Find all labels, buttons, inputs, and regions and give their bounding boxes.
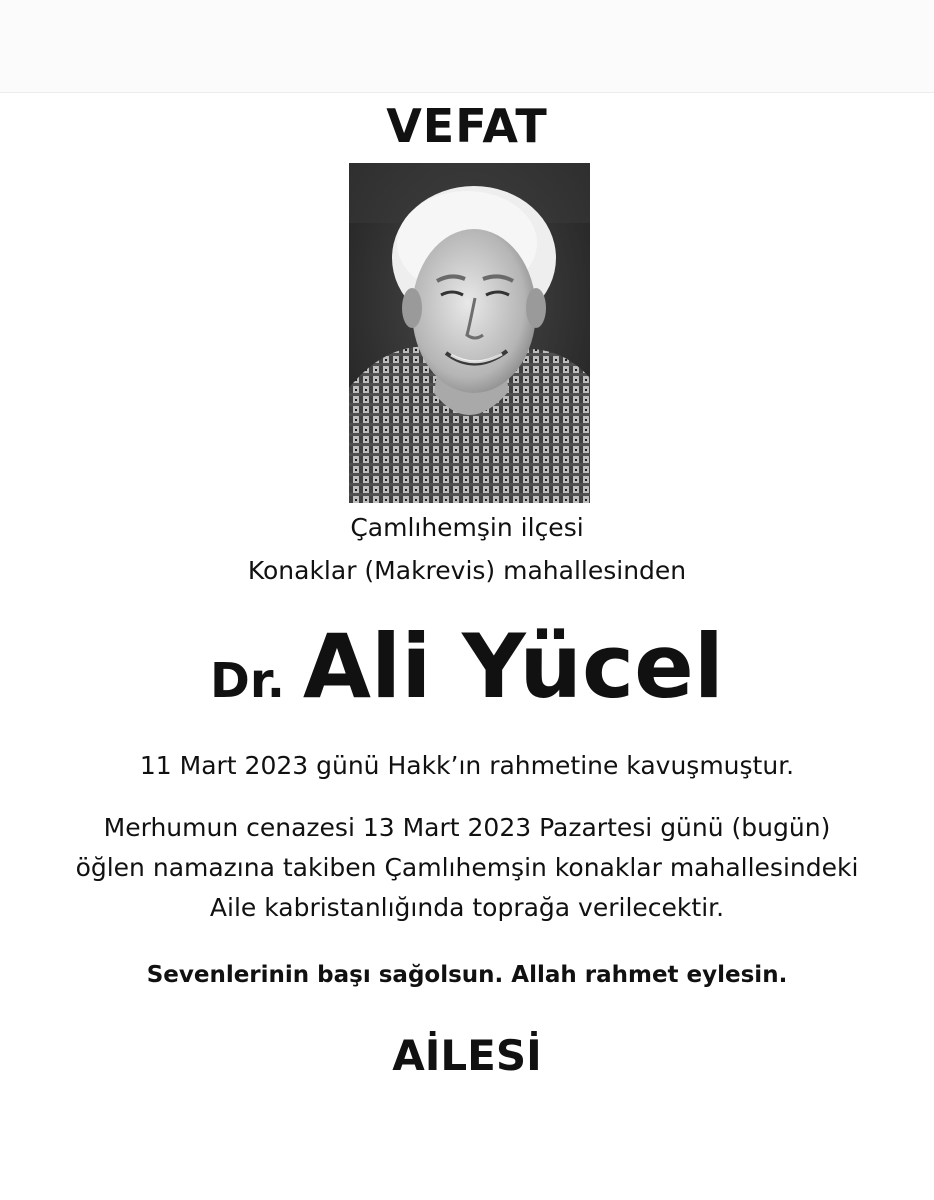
name-main: Ali Yücel <box>302 615 724 718</box>
death-date-line: 11 Mart 2023 günü Hakk’ın rahmetine kavuşmuştur. <box>139 751 795 780</box>
funeral-line-1: Merhumun cenazesi 13 Mart 2023 Pazartesi günü (bugün) <box>103 813 831 842</box>
family-signature: AİLESİ <box>392 1031 542 1080</box>
deceased-name <box>0 612 934 747</box>
funeral-line-2: öğlen namazına takiben Çamlıhemşin konaklar mahallesindeki <box>75 853 859 882</box>
origin-neighborhood: Konaklar (Makrevis) mahallesinden <box>247 556 687 585</box>
notice-heading: VEFAT <box>386 99 548 153</box>
funeral-line-3: Aile kabristanlığında toprağa verilecektir. <box>209 893 725 922</box>
condolence-message: Sevenlerinin başı sağolsun. Allah rahmet eylesin. <box>146 962 788 988</box>
name-title: Dr. <box>210 653 285 709</box>
origin-district: Çamlıhemşin ilçesi <box>350 513 584 542</box>
portrait-photo <box>349 163 590 503</box>
